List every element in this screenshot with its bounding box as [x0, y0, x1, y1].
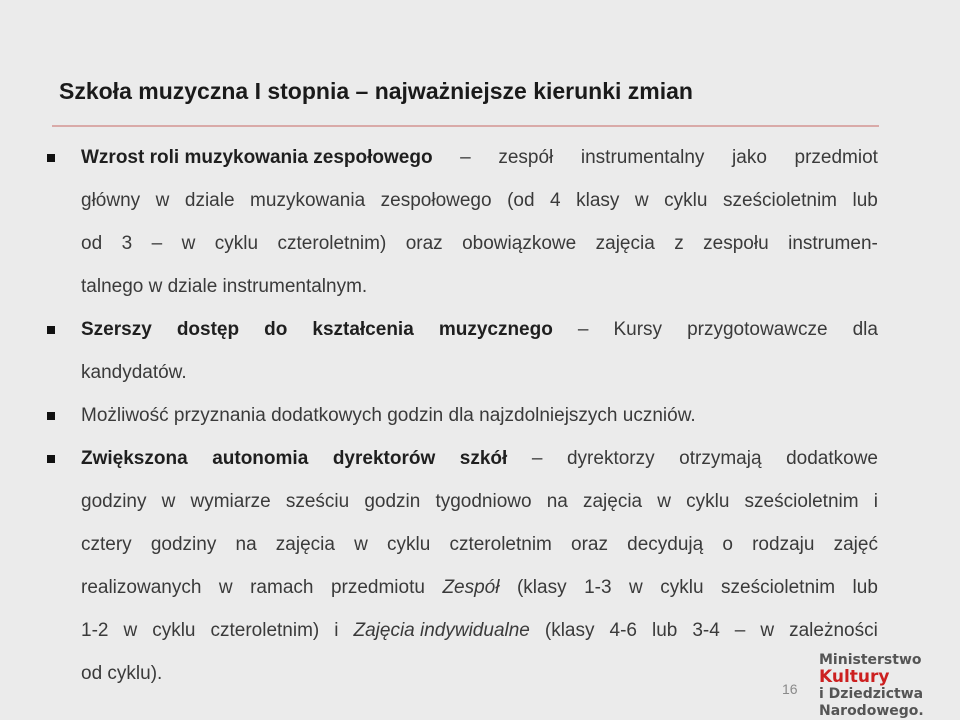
ministry-logo	[819, 652, 939, 720]
word: cyklu	[664, 190, 708, 211]
word: dyrektorzy	[566, 448, 655, 469]
word: zajęcia	[582, 491, 643, 512]
bullet-2-line-2: kandydatów.	[81, 362, 187, 383]
word: oraz	[571, 534, 608, 555]
word: lub	[852, 190, 878, 211]
word: –	[734, 620, 746, 641]
word: (od	[507, 190, 535, 211]
word: dostęp	[176, 319, 240, 340]
word: jako	[732, 147, 767, 168]
word: od	[81, 233, 103, 254]
title-divider	[52, 125, 879, 127]
word: w	[634, 190, 649, 211]
word: zajęcia	[275, 534, 335, 555]
word: w	[657, 491, 671, 512]
word: w	[760, 620, 775, 641]
word: zajęć	[833, 534, 878, 555]
word: godziny	[81, 491, 147, 512]
word: –	[577, 319, 589, 340]
word: Kursy	[613, 319, 663, 340]
logo-line-4: Narodowego.	[819, 703, 924, 719]
word: autonomia	[212, 448, 309, 469]
word: do	[264, 319, 288, 340]
slide-title: Szkoła muzyczna I stopnia – najważniejsze kierunki zmian	[59, 78, 693, 104]
logo-line-1: Ministerstwo	[819, 652, 922, 668]
word: w	[161, 491, 176, 512]
word: instrumentalny	[580, 147, 705, 168]
word: klasy	[576, 190, 620, 211]
word: zespół	[498, 147, 554, 168]
word: cztery	[81, 534, 132, 555]
word: czteroletnim)	[277, 233, 387, 254]
word: szkół	[459, 448, 508, 469]
word: sześcioletnim	[744, 491, 859, 512]
bullet-4-line-6: od cyklu).	[81, 663, 163, 684]
word: na	[546, 491, 568, 512]
bullet-1-line-2	[81, 189, 878, 213]
word: tygodniowo	[435, 491, 532, 512]
word: 3	[121, 233, 133, 254]
word: cyklu	[152, 620, 196, 641]
word: (klasy	[544, 620, 595, 641]
word: przedmiotu	[330, 577, 425, 598]
bullet-marker	[47, 154, 55, 162]
word: lub	[852, 577, 878, 598]
word: sześciu	[285, 491, 350, 512]
word: 4-6	[609, 620, 637, 641]
word: godziny	[150, 534, 217, 555]
word: muzykowania	[250, 190, 366, 211]
word: –	[531, 448, 543, 469]
word: dodatkowe	[786, 448, 878, 469]
word: muzycznego	[438, 319, 553, 340]
bullet-marker	[47, 455, 55, 463]
word: w	[218, 577, 233, 598]
word: i	[334, 620, 339, 641]
word: realizowanych	[81, 577, 202, 598]
word: zależności	[789, 620, 878, 641]
word: zespołowego	[380, 190, 492, 211]
word: z	[674, 233, 684, 254]
word: cyklu	[660, 577, 704, 598]
word: dla	[852, 319, 878, 340]
word: sześcioletnim	[722, 190, 837, 211]
word: w	[629, 577, 643, 598]
bullet-1-line-1	[81, 146, 878, 170]
word: cyklu	[214, 233, 259, 254]
word: Zespół	[442, 577, 500, 598]
bullet-marker	[47, 412, 55, 420]
word: dyrektorów	[332, 448, 436, 469]
bullet-4-line-5	[81, 619, 878, 643]
word: wymiarze	[190, 491, 271, 512]
bullet-4-line-2	[81, 490, 878, 514]
word: otrzymają	[679, 448, 762, 469]
bullet-4-line-4	[81, 576, 878, 600]
word: 4	[550, 190, 561, 211]
word: w	[181, 233, 196, 254]
bullet-4-line-1	[81, 447, 878, 471]
word: czteroletnim)	[210, 620, 320, 641]
word: cyklu	[686, 491, 730, 512]
word: w	[155, 190, 170, 211]
word: czteroletnim	[449, 534, 552, 555]
logo-line-3: i Dziedzictwa	[819, 686, 924, 702]
bullet-3-line-1: Możliwość przyznania dodatkowych godzin dla najzdolniejszych uczniów.	[81, 405, 696, 426]
word: rodzaju	[752, 534, 815, 555]
word: godzin	[364, 491, 421, 512]
word: kształcenia	[312, 319, 414, 340]
bullet-1-line-4: talnego w dziale instrumentalnym.	[81, 276, 368, 297]
word: w	[123, 620, 138, 641]
word: oraz	[405, 233, 443, 254]
word: przedmiot	[794, 147, 878, 168]
word: o	[722, 534, 733, 555]
word: w	[354, 534, 368, 555]
word: (klasy	[516, 577, 567, 598]
word: zajęcia	[595, 233, 655, 254]
word: obowiązkowe	[462, 233, 577, 254]
word: dziale	[184, 190, 235, 211]
bullet-4-line-3	[81, 533, 878, 557]
word: i	[873, 491, 878, 512]
bullet-1-line-3	[81, 232, 878, 256]
word: Zwiększona	[81, 448, 188, 469]
word: Zajęcia indywidualne	[353, 620, 530, 641]
logo-line-2: Kultury	[819, 667, 890, 687]
word: ramach	[250, 577, 314, 598]
word: instrumen-	[788, 233, 878, 254]
word: cyklu	[387, 534, 431, 555]
word: Wzrost roli muzykowania zespołowego	[81, 147, 433, 168]
word: przygotowawcze	[687, 319, 828, 340]
word: sześcioletnim	[721, 577, 836, 598]
word: lub	[651, 620, 678, 641]
word: Szerszy	[81, 319, 152, 340]
word: –	[151, 233, 163, 254]
word: zespołu	[703, 233, 769, 254]
page-number: 16	[782, 681, 798, 697]
word: główny	[81, 190, 141, 211]
word: 3-4	[692, 620, 720, 641]
word: 1-2	[81, 620, 109, 641]
word: na	[235, 534, 257, 555]
bullet-2-line-1	[81, 318, 878, 342]
word: 1-3	[584, 577, 612, 598]
word: –	[460, 147, 471, 168]
bullet-marker	[47, 326, 55, 334]
word: decydują	[627, 534, 704, 555]
